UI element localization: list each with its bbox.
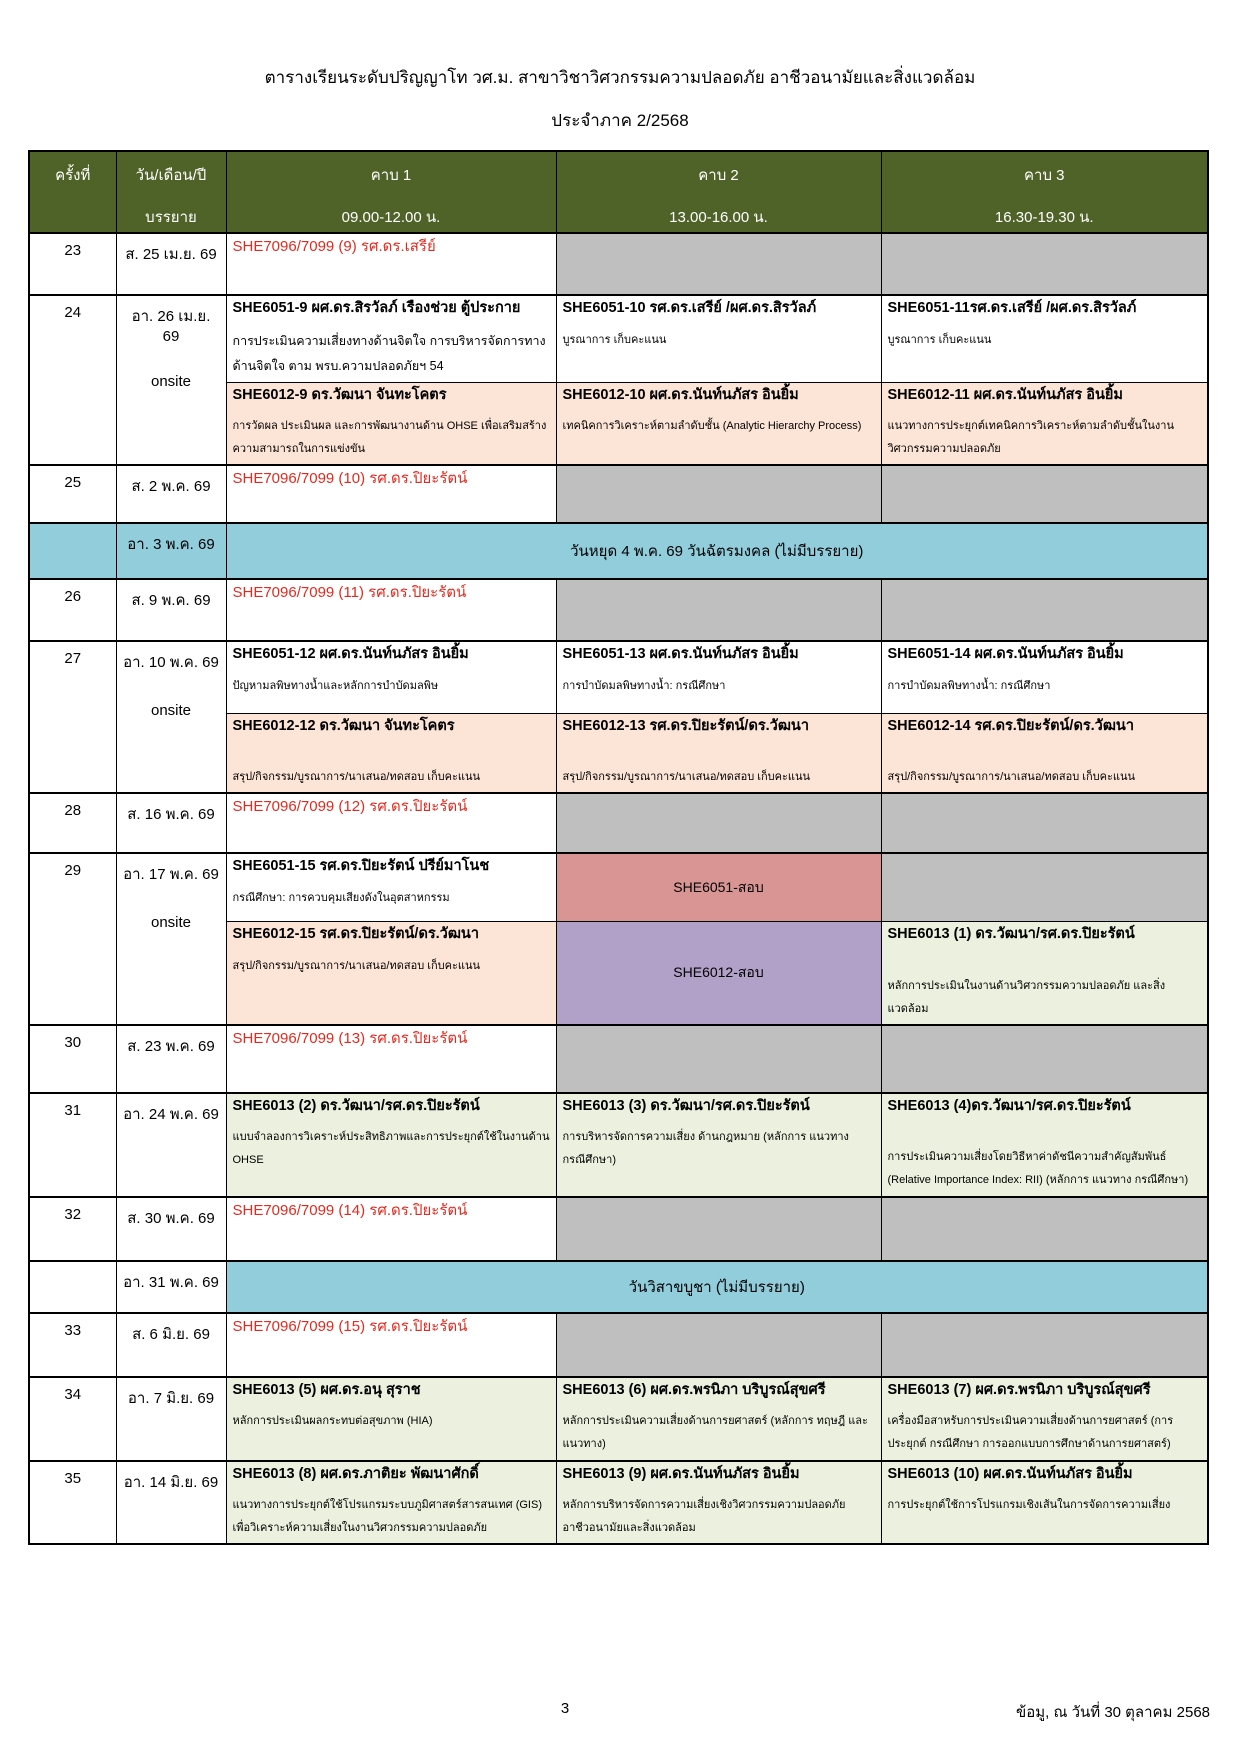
session-number-cell: 28 — [29, 793, 116, 853]
session-number-cell: 27 — [29, 641, 116, 793]
header-date-subline: บรรยาย — [145, 209, 197, 226]
session-number-cell: 32 — [29, 1197, 116, 1261]
course-code-instructor: SHE7096/7099 (9) รศ.ดร.เสรีย์ — [232, 238, 436, 255]
course-code-instructor: SHE6013 (7) ผศ.ดร.พรนิภา บริบูรณ์สุขศรี — [887, 1381, 1151, 1398]
course-cell — [226, 641, 556, 713]
course-cell — [881, 921, 1208, 1024]
course-topic: การประยุกต์ใช้การโปรแกรมเชิงเส้นในการจัดการความเสี่ยง — [887, 1499, 1171, 1512]
empty-cell — [881, 1197, 1208, 1261]
course-topic: สรุป/กิจกรรม/บูรณาการ/นาเสนอ/ทดสอบ เก็บคะแนน — [232, 959, 481, 972]
course-topic: บูรณาการ เก็บคะแนน — [562, 333, 667, 346]
exam-cell — [556, 921, 881, 1024]
course-cell — [881, 713, 1208, 793]
course-topic: หลักการบริหารจัดการความเสี่ยงเชิงวิศวกรรมความปลอดภัย อาชีวอนามัยและสิ่งแวดล้อม — [562, 1499, 846, 1535]
header-date-label: วัน/เดือน/ปี — [135, 167, 207, 184]
course-topic: เครื่องมือสาหรับการประเมินความเสี่ยงด้านการยศาสตร์ (การ ประยุกต์ กรณีศึกษา การออกแบบการศึกษาด้านการยศาสตร์) — [887, 1415, 1174, 1451]
course-topic: การประเมินความเสี่ยงทางด้านจิตใจ การบริหารจัดการทางด้านจิตใจ ตาม พรบ.ความปลอดภัยฯ 54 — [232, 333, 546, 373]
exam-label: SHE6012-สอบ — [673, 963, 764, 980]
empty-cell — [556, 1025, 881, 1093]
empty-cell — [881, 1025, 1208, 1093]
header-period-1-subline: 09.00-12.00 น. — [341, 209, 441, 226]
header-period-1-label: คาบ 1 — [370, 167, 412, 184]
course-topic: สรุป/กิจกรรม/บูรณาการ/นาเสนอ/ทดสอบ เก็บคะแนน — [562, 771, 811, 784]
course-cell — [226, 382, 556, 465]
course-cell — [226, 1093, 556, 1197]
holiday-row — [29, 523, 1208, 579]
course-cell — [226, 1313, 556, 1377]
course-topic: การบำบัดมลพิษทางน้ำ: กรณีศึกษา — [887, 679, 1051, 692]
course-code-instructor: SHE6013 (1) ดร.วัฒนา/รศ.ดร.ปิยะรัตน์ — [887, 925, 1135, 942]
date-cell — [116, 853, 226, 1024]
course-code-instructor: SHE6013 (9) ผศ.ดร.นันท์นภัสร อินยิ้ม — [562, 1465, 800, 1482]
header-period-2-subline: 13.00-16.00 น. — [669, 209, 768, 226]
date-cell — [116, 465, 226, 523]
header-period-2-label: คาบ 2 — [698, 167, 739, 184]
course-topic: บูรณาการ เก็บคะแนน — [887, 333, 992, 346]
course-topic: แนวทางการประยุกต์ใช้โปรแกรมระบบภูมิศาสตร์สารสนเทศ (GIS) เพื่อวิเคราะห์ความเสี่ยงในงานวิศวกรรมความปลอดภัย — [232, 1499, 542, 1535]
lecture-date: อา. 7 มิ.ย. 69 — [127, 1389, 215, 1407]
session-number-cell: 24 — [29, 295, 116, 465]
course-code-instructor: SHE6051-15 รศ.ดร.ปิยะรัตน์ ปรีย์มาโนช — [232, 858, 490, 875]
table-row — [29, 1197, 1208, 1261]
course-cell — [881, 295, 1208, 382]
holiday-message: วันหยุด 4 พ.ค. 69 วันฉัตรมงคล (ไม่มีบรรยาย) — [226, 523, 1208, 579]
session-number-cell: 29 — [29, 853, 116, 1024]
lecture-date: ส. 6 มิ.ย. 69 — [132, 1325, 210, 1343]
empty-cell — [881, 233, 1208, 295]
date-cell: อา. 31 พ.ค. 69 — [116, 1261, 226, 1313]
empty-cell — [556, 233, 881, 295]
header-date — [116, 151, 226, 233]
holiday-message: วันวิสาขบูชา (ไม่มีบรรยาย) — [226, 1261, 1208, 1313]
empty-cell — [881, 1313, 1208, 1377]
course-code-instructor: SHE6051-10 รศ.ดร.เสรีย์ /ผศ.ดร.สิรวัลภ์ — [562, 300, 817, 316]
course-cell — [881, 1461, 1208, 1545]
course-code-instructor: SHE6051-9 ผศ.ดร.สิรวัลภ์ เรืองช่วย ตู้ประกาย — [232, 300, 521, 316]
course-cell — [881, 1093, 1208, 1197]
date-cell — [116, 1197, 226, 1261]
course-code-instructor: SHE7096/7099 (14) รศ.ดร.ปิยะรัตน์ — [232, 1201, 468, 1219]
lecture-date: อา. 14 มิ.ย. 69 — [123, 1473, 219, 1491]
course-code-instructor: SHE6051-14 ผศ.ดร.นันท์นภัสร อินยิ้ม — [887, 646, 1124, 663]
course-cell — [556, 1093, 881, 1197]
course-cell — [556, 1377, 881, 1461]
empty-cell — [556, 579, 881, 641]
date-cell — [116, 1377, 226, 1461]
course-code-instructor: SHE6051-11รศ.ดร.เสรีย์ /ผศ.ดร.สิรวัลภ์ — [887, 300, 1137, 316]
mode-label: onsite — [150, 373, 192, 390]
course-cell — [881, 1377, 1208, 1461]
course-topic: หลักการประเมินในงานด้านวิศวกรรมความปลอดภัย และสิ่งแวดล้อม — [887, 979, 1166, 1015]
empty-cell — [556, 1313, 881, 1377]
table-row — [29, 1313, 1208, 1377]
course-code-instructor: SHE6012-9 ดร.วัฒนา จันทะโคตร — [232, 386, 447, 403]
table-header-row — [29, 151, 1208, 233]
course-topic: หลักการประเมินความเสี่ยงด้านการยศาสตร์ (หลักการ ทฤษฎี และ แนวทาง) — [562, 1415, 868, 1451]
table-row — [29, 1025, 1208, 1093]
course-code-instructor: SHE7096/7099 (15) รศ.ดร.ปิยะรัตน์ — [232, 1317, 468, 1335]
date-cell — [116, 233, 226, 295]
course-code-instructor: SHE6012-12 ดร.วัฒนา จันทะโคตร — [232, 717, 455, 734]
course-cell — [226, 1461, 556, 1545]
course-topic: การวัดผล ประเมินผล และการพัฒนางานด้าน OHSE เพื่อเสริมสร้างความสามารถในการแข่งขัน — [232, 420, 547, 456]
page-number: 3 — [560, 1700, 570, 1717]
header-session — [29, 151, 116, 233]
course-cell — [556, 713, 881, 793]
footer-note: ข้อมู, ณ วันที่ 30 ตุลาคม 2568 — [1016, 1704, 1210, 1721]
empty-cell — [556, 1197, 881, 1261]
table-row — [29, 579, 1208, 641]
course-code-instructor: SHE6012-10 ผศ.ดร.นันท์นภัสร อินยิ้ม — [562, 386, 799, 403]
session-number-cell: 25 — [29, 465, 116, 523]
date-cell — [116, 641, 226, 793]
course-code-instructor: SHE6012-13 รศ.ดร.ปิยะรัตน์/ดร.วัฒนา — [562, 717, 809, 734]
lecture-date: อา. 10 พ.ค. 69 — [123, 654, 219, 672]
date-cell: อา. 3 พ.ค. 69 — [116, 523, 226, 579]
course-code-instructor: SHE6013 (5) ผศ.ดร.อนุ สุราช — [232, 1381, 421, 1398]
empty-cell — [881, 853, 1208, 921]
table-row — [29, 1461, 1208, 1545]
session-number-cell: 33 — [29, 1313, 116, 1377]
header-session-subline — [36, 205, 110, 222]
exam-label: SHE6051-สอบ — [673, 878, 764, 895]
course-code-instructor: SHE6013 (8) ผศ.ดร.ภาติยะ พัฒนาศักดิ์ — [232, 1465, 479, 1482]
course-topic: หลักการประเมินผลกระทบต่อสุขภาพ (HIA) — [232, 1415, 433, 1428]
course-cell — [226, 579, 556, 641]
course-cell — [226, 853, 556, 921]
lecture-date: ส. 30 พ.ค. 69 — [127, 1209, 215, 1227]
course-cell — [881, 641, 1208, 713]
course-cell — [556, 382, 881, 465]
course-cell — [226, 1025, 556, 1093]
header-period-1 — [226, 151, 556, 233]
course-cell — [556, 641, 881, 713]
session-number-cell: 34 — [29, 1377, 116, 1461]
course-code-instructor: SHE7096/7099 (12) รศ.ดร.ปิยะรัตน์ — [232, 798, 468, 816]
schedule-table — [28, 150, 1209, 1545]
date-cell — [116, 295, 226, 465]
empty-cell — [881, 465, 1208, 523]
course-code-instructor: SHE6051-13 ผศ.ดร.นันท์นภัสร อินยิ้ม — [562, 646, 799, 663]
doc-subtitle: ประจำภาค 2/2568 — [551, 111, 689, 130]
session-number-cell — [29, 523, 116, 579]
table-row — [29, 295, 1208, 382]
empty-cell — [556, 465, 881, 523]
date-cell — [116, 793, 226, 853]
course-topic: การประเมินความเสี่ยงโดยวิธีหาค่าดัชนีความสำคัญสัมพันธ์ (Relative Importance Index: RII) (หลักการ แนวทาง กรณีศึกษา) — [887, 1151, 1189, 1187]
session-number-cell: 31 — [29, 1093, 116, 1197]
table-row — [29, 465, 1208, 523]
table-row — [29, 793, 1208, 853]
course-topic: การบำบัดมลพิษทางน้ำ: กรณีศึกษา — [562, 679, 726, 692]
course-topic: ปัญหามลพิษทางน้ำและหลักการบำบัดมลพิษ — [232, 679, 439, 692]
holiday-row — [29, 1261, 1208, 1313]
lecture-date: ส. 16 พ.ค. 69 — [127, 806, 215, 824]
course-code-instructor: SHE6012-14 รศ.ดร.ปิยะรัตน์/ดร.วัฒนา — [887, 717, 1134, 734]
mode-label: onsite — [150, 914, 192, 932]
session-number-cell — [29, 1261, 116, 1313]
header-period-2 — [556, 151, 881, 233]
lecture-date: อา. 24 พ.ค. 69 — [123, 1105, 219, 1123]
date-cell — [116, 1461, 226, 1545]
empty-cell — [881, 579, 1208, 641]
table-row — [29, 1377, 1208, 1461]
course-cell — [226, 713, 556, 793]
empty-cell — [881, 793, 1208, 853]
course-topic: แบบจำลองการวิเคราะห์ประสิทธิภาพและการประยุกต์ใช้ในงานด้าน OHSE — [232, 1131, 550, 1167]
lecture-date: ส. 25 เม.ย. 69 — [125, 246, 217, 263]
header-session-label: ครั้งที่ — [55, 167, 91, 184]
course-cell — [226, 295, 556, 382]
doc-title: ตารางเรียนระดับปริญญาโท วศ.ม. สาขาวิชาวิศวกรรมความปลอดภัย อาชีวอนามัยและสิ่งแวดล้อม — [264, 68, 976, 87]
session-number-cell: 26 — [29, 579, 116, 641]
exam-cell — [556, 853, 881, 921]
mode-label: onsite — [150, 702, 192, 720]
course-code-instructor: SHE7096/7099 (10) รศ.ดร.ปิยะรัตน์ — [232, 470, 468, 488]
date-cell — [116, 579, 226, 641]
header-period-3-subline: 16.30-19.30 น. — [994, 209, 1094, 226]
lecture-date: ส. 2 พ.ค. 69 — [131, 478, 211, 496]
course-topic: การบริหารจัดการความเสี่ยง ด้านกฎหมาย (หลักการ แนวทาง กรณีศึกษา) — [562, 1131, 849, 1167]
date-cell — [116, 1093, 226, 1197]
course-cell — [226, 1197, 556, 1261]
table-row — [29, 641, 1208, 713]
course-cell — [226, 465, 556, 523]
header-period-3-label: คาบ 3 — [1024, 167, 1065, 184]
course-code-instructor: SHE6013 (2) ดร.วัฒนา/รศ.ดร.ปิยะรัตน์ — [232, 1097, 480, 1114]
course-cell — [226, 1377, 556, 1461]
course-code-instructor: SHE6013 (4)ดร.วัฒนา/รศ.ดร.ปิยะรัตน์ — [887, 1097, 1131, 1114]
lecture-date: อา. 17 พ.ค. 69 — [123, 866, 219, 884]
course-topic: สรุป/กิจกรรม/บูรณาการ/นาเสนอ/ทดสอบ เก็บคะแนน — [887, 771, 1136, 784]
header-period-3 — [881, 151, 1208, 233]
course-cell — [556, 1461, 881, 1545]
course-topic: กรณีศึกษา: การควบคุมเสียงดังในอุตสาหกรรม — [232, 892, 450, 905]
table-row — [29, 853, 1208, 921]
course-cell — [226, 233, 556, 295]
lecture-date: ส. 23 พ.ค. 69 — [127, 1037, 215, 1055]
date-cell — [116, 1313, 226, 1377]
course-code-instructor: SHE6051-12 ผศ.ดร.นันท์นภัสร อินยิ้ม — [232, 646, 469, 663]
table-row — [29, 1093, 1208, 1197]
date-cell — [116, 1025, 226, 1093]
course-code-instructor: SHE6013 (10) ผศ.ดร.นันท์นภัสร อินยิ้ม — [887, 1465, 1133, 1482]
course-cell — [226, 921, 556, 1024]
course-code-instructor: SHE7096/7099 (11) รศ.ดร.ปิยะรัตน์ — [232, 584, 467, 602]
table-row — [29, 233, 1208, 295]
course-code-instructor: SHE6013 (3) ดร.วัฒนา/รศ.ดร.ปิยะรัตน์ — [562, 1097, 810, 1114]
lecture-date: ส. 9 พ.ค. 69 — [131, 592, 211, 610]
course-code-instructor: SHE6013 (6) ผศ.ดร.พรนิภา บริบูรณ์สุขศรี — [562, 1381, 826, 1398]
lecture-date: อา. 26 เม.ย. 69 — [131, 308, 211, 345]
course-code-instructor: SHE6012-15 รศ.ดร.ปิยะรัตน์/ดร.วัฒนา — [232, 925, 479, 942]
session-number-cell: 35 — [29, 1461, 116, 1545]
course-code-instructor: SHE6012-11 ผศ.ดร.นันท์นภัสร อินยิ้ม — [887, 386, 1123, 403]
course-topic: เทคนิคการวิเคราะห์ตามลำดับชั้น (Analytic Hierarchy Process) — [562, 420, 862, 433]
course-topic: แนวทางการประยุกต์เทคนิคการวิเคราะห์ตามลำดับชั้นในงานวิศวกรรมความปลอดภัย — [887, 420, 1174, 456]
course-code-instructor: SHE7096/7099 (13) รศ.ดร.ปิยะรัตน์ — [232, 1029, 468, 1047]
empty-cell — [556, 793, 881, 853]
course-cell — [226, 793, 556, 853]
session-number-cell: 23 — [29, 233, 116, 295]
session-number-cell: 30 — [29, 1025, 116, 1093]
course-topic: สรุป/กิจกรรม/บูรณาการ/นาเสนอ/ทดสอบ เก็บคะแนน — [232, 771, 481, 784]
course-cell — [556, 295, 881, 382]
course-cell — [881, 382, 1208, 465]
